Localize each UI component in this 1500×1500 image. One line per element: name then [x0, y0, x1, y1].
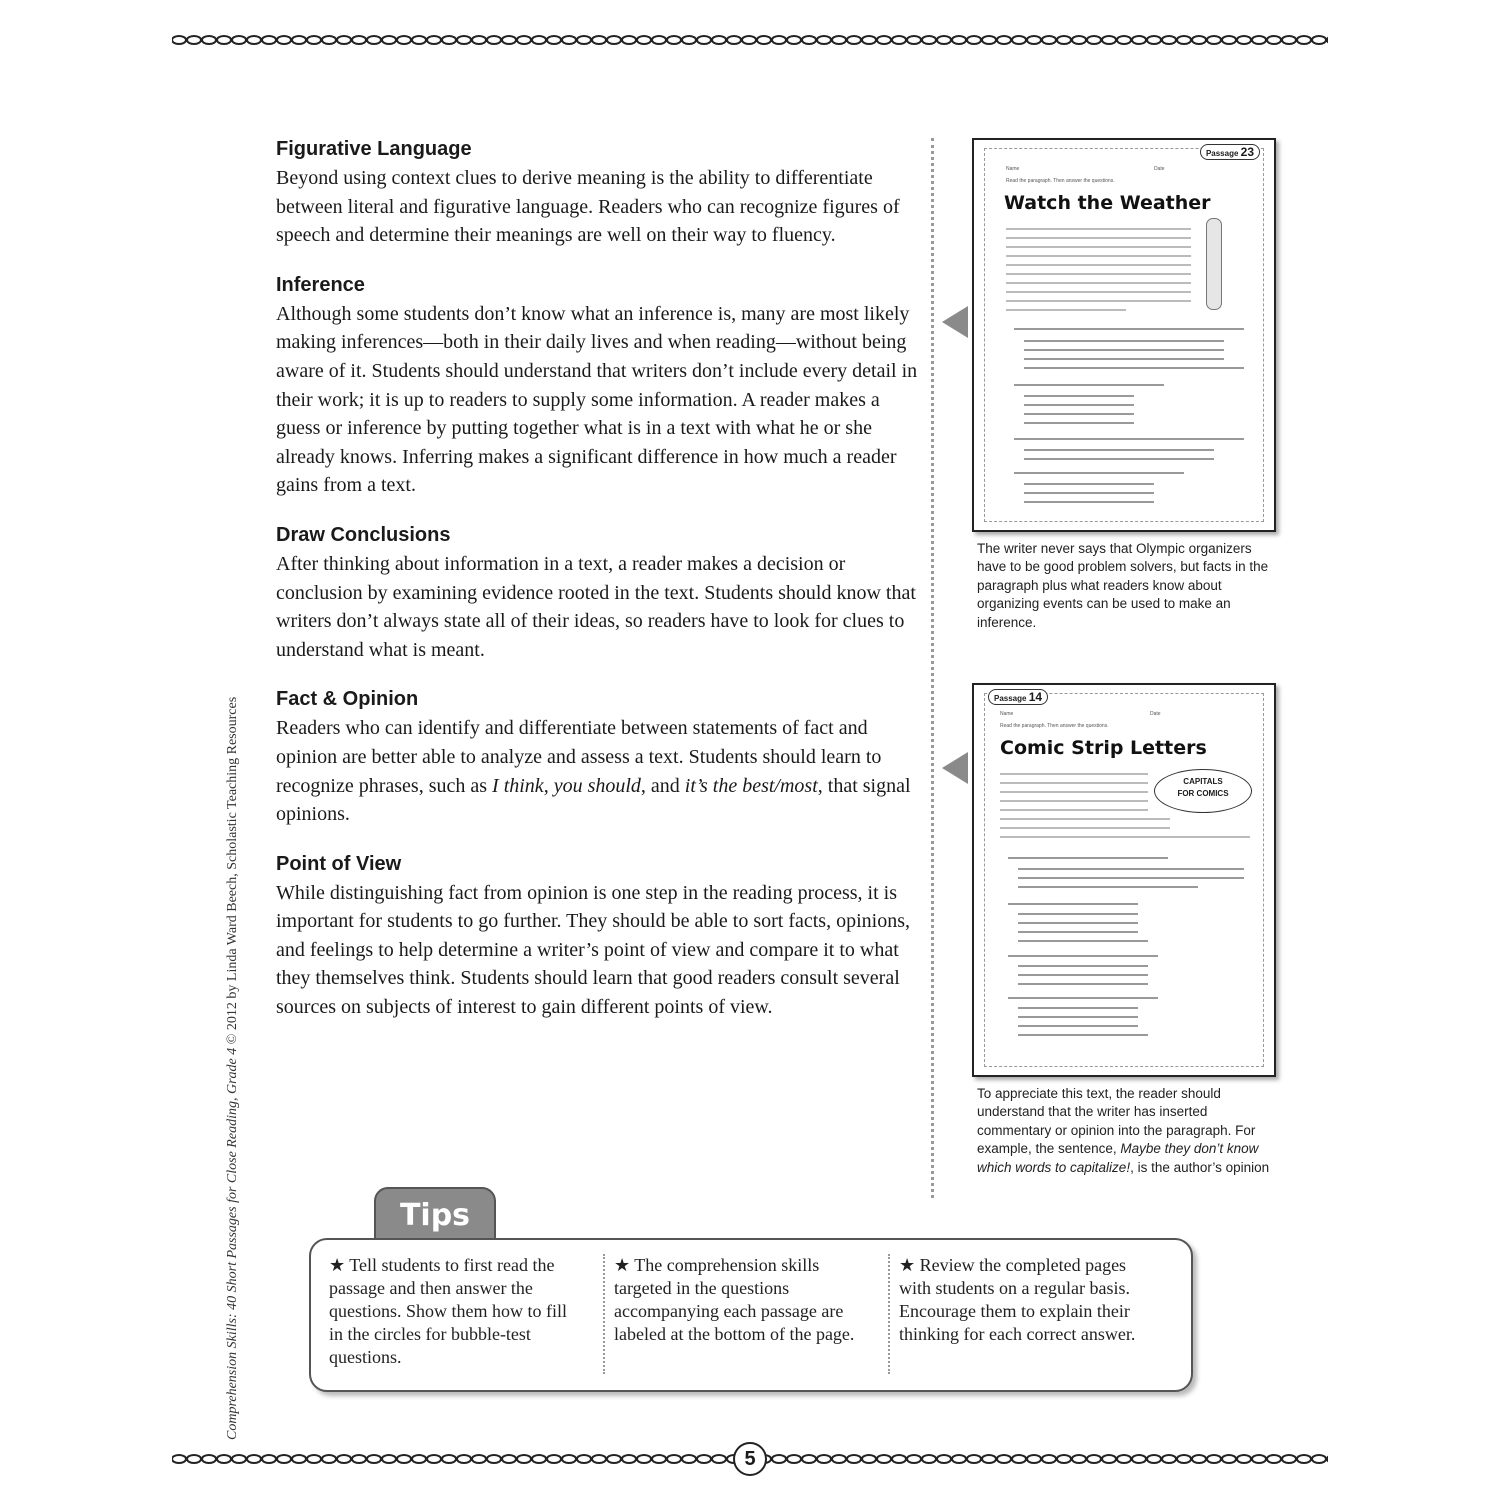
bubble-text: FOR COMICS	[1177, 789, 1229, 798]
question-line	[1024, 458, 1214, 460]
question-line	[1008, 955, 1158, 957]
speech-bubble	[1154, 769, 1252, 813]
text-line	[1006, 237, 1191, 239]
question-line	[1018, 1016, 1138, 1018]
question-line	[1018, 940, 1148, 942]
main-column	[276, 134, 921, 1042]
question-line	[1014, 438, 1244, 440]
caption-text: To appreciate this text, the reader should understand that the writer has inserted commentary or opinion into the paragraph. For example, the sentence,	[977, 1086, 1256, 1157]
tips-tab: Tips	[374, 1187, 496, 1247]
page-number: 5	[733, 1442, 767, 1476]
tip-item: ★ Tell students to first read the passage and then answer the questions. Show them how to fill in the circles for bubble-test questions.	[329, 1255, 567, 1367]
date-label: Date	[1150, 711, 1161, 717]
question-line	[1008, 857, 1168, 859]
section-body: While distinguishing fact from opinion is one step in the reading process, it is important for students to go further. They should be able to sort facts, opinions, and feelings to help determine a writer’s point of view and compare it to what they themselves think. Students should learn that good readers consult several sources on subjects of interest to gain different points of view.	[276, 881, 910, 1019]
tip-separator	[888, 1254, 890, 1374]
question-line	[1024, 501, 1154, 503]
passage-badge	[988, 689, 1048, 705]
section-draw-conclusions	[276, 520, 921, 664]
question-line	[1018, 1034, 1148, 1036]
question-line	[1024, 358, 1224, 360]
question-line	[1014, 384, 1164, 386]
text-line	[1000, 809, 1148, 811]
badge-number: 14	[1028, 690, 1043, 704]
passage-thumbnail-watch-the-weather	[972, 138, 1276, 532]
question-line	[1018, 1007, 1138, 1009]
section-fact-opinion	[276, 684, 921, 828]
instructions: Read the paragraph. Then answer the questions.	[1000, 723, 1109, 729]
badge-number: 23	[1240, 145, 1254, 159]
question-line	[1018, 974, 1148, 976]
body-text: ,	[543, 774, 554, 797]
pointer-arrow-icon	[942, 306, 968, 338]
badge-label: Passage	[1205, 149, 1239, 158]
thumbnail-title: Comic Strip Letters	[1000, 737, 1207, 759]
question-line	[1024, 395, 1134, 397]
badge-label: Passage	[994, 694, 1027, 703]
text-line	[1006, 291, 1191, 293]
text-line	[1000, 800, 1148, 802]
pointer-arrow-icon	[942, 752, 968, 784]
text-line	[1000, 773, 1148, 775]
question-line	[1024, 367, 1244, 369]
thermometer-icon	[1206, 218, 1222, 310]
side-credit-copyright: © 2012 by Linda Ward Beech, Scholastic Teaching Resources	[225, 696, 240, 1048]
question-line	[1018, 983, 1148, 985]
question-line	[1014, 328, 1244, 330]
question-line	[1024, 449, 1214, 451]
section-body	[276, 714, 921, 828]
side-credit	[225, 697, 241, 1440]
text-line	[1006, 300, 1191, 302]
caption-example: Maybe they don’t know which words to capitalize!	[977, 1141, 1259, 1175]
text-line	[1006, 264, 1191, 266]
instructions: Read the paragraph. Then answer the questions.	[1006, 178, 1115, 184]
question-line	[1008, 997, 1158, 999]
question-line	[1024, 404, 1134, 406]
caption-inference: The writer never says that Olympic organizers have to be good problem solvers, but facts in the paragraph plus what readers know about organizing events can be used to make an inference.	[977, 541, 1269, 630]
question-line	[1018, 931, 1138, 933]
section-heading: Inference	[276, 273, 365, 296]
question-line	[1008, 903, 1138, 905]
tip-separator	[603, 1254, 605, 1374]
question-line	[1018, 868, 1244, 870]
emphasis-phrase: I think	[492, 774, 544, 797]
section-heading: Draw Conclusions	[276, 523, 451, 546]
body-text: , that signal opinions.	[276, 774, 911, 826]
section-point-of-view	[276, 849, 921, 1022]
tip-item: ★ The comprehension skills targeted in the questions accompanying each passage are labeled at the bottom of the page.	[614, 1255, 855, 1344]
question-line	[1024, 422, 1134, 424]
passage-thumbnail-comic-strip-letters	[972, 683, 1276, 1077]
section-figurative-language	[276, 134, 921, 250]
question-line	[1024, 492, 1154, 494]
caption-author-opinion	[977, 1085, 1273, 1177]
question-line	[1024, 413, 1134, 415]
body-text: Readers who can identify and differentiate between statements of fact and opinion are better able to analyze and assess a text. Students should learn to recognize phrases, such as	[276, 717, 882, 797]
text-line	[1006, 309, 1126, 311]
text-line	[1000, 827, 1170, 829]
text-line	[1000, 782, 1148, 784]
text-line	[1000, 836, 1250, 838]
text-line	[1006, 273, 1191, 275]
text-line	[1000, 791, 1148, 793]
question-line	[1018, 886, 1198, 888]
section-heading: Figurative Language	[276, 138, 472, 160]
text-line	[1006, 255, 1191, 257]
passage-badge	[1200, 144, 1260, 160]
section-body: Beyond using context clues to derive meaning is the ability to differentiate between literal and figurative language. Readers who can recognize figures of speech and determine their meanings are well on their way to fluency.	[276, 167, 900, 247]
question-line	[1018, 913, 1138, 915]
question-line	[1024, 349, 1224, 351]
tips-box	[309, 1238, 1193, 1392]
section-heading: Point of View	[276, 852, 402, 875]
side-credit-title: Comprehension Skills: 40 Short Passages for Close Reading, Grade 4	[225, 1047, 240, 1440]
section-heading: Fact & Opinion	[276, 688, 419, 711]
section-body: After thinking about information in a text, a reader makes a decision or conclusion by examining evidence rooted in the text. Students should know that writers don’t always state all of their ideas, so readers have to look for clues to understand what is meant.	[276, 552, 916, 661]
question-line	[1018, 922, 1138, 924]
question-line	[1024, 340, 1224, 342]
text-line	[1006, 282, 1191, 284]
thumbnail-title: Watch the Weather	[1004, 192, 1211, 214]
emphasis-phrase: it’s the best/most	[684, 774, 818, 797]
emphasis-phrase: you should	[553, 774, 641, 797]
body-text: , and	[640, 774, 685, 797]
text-line	[1006, 228, 1191, 230]
dotted-divider	[931, 138, 934, 1198]
question-line	[1024, 483, 1154, 485]
question-line	[1014, 472, 1184, 474]
tip-item: ★ Review the completed pages with students on a regular basis. Encourage them to explain their thinking for each correct answer.	[899, 1255, 1136, 1344]
text-line	[1006, 246, 1191, 248]
caption-text: , is the author’s opinion	[1130, 1159, 1270, 1175]
bubble-text: CAPITALS	[1183, 777, 1223, 786]
name-label: Name	[1000, 711, 1014, 717]
section-body: Although some students don’t know what an inference is, many are most likely making inferences—both in their daily lives and when reading—without being aware of it. Students should understand that writers don’t include every detail in their work; it is up to readers to supply some information. A reader makes a guess or inference by putting together what is in a text with what he or she already knows. Inferring makes a significant difference in how much a reader gains from a text.	[276, 302, 918, 497]
text-line	[1000, 818, 1170, 820]
section-inference	[276, 270, 921, 500]
date-label: Date	[1154, 166, 1165, 172]
top-chain-border	[172, 33, 1328, 47]
question-line	[1018, 877, 1244, 879]
question-line	[1018, 1025, 1138, 1027]
name-label: Name	[1006, 166, 1020, 172]
question-line	[1018, 965, 1148, 967]
